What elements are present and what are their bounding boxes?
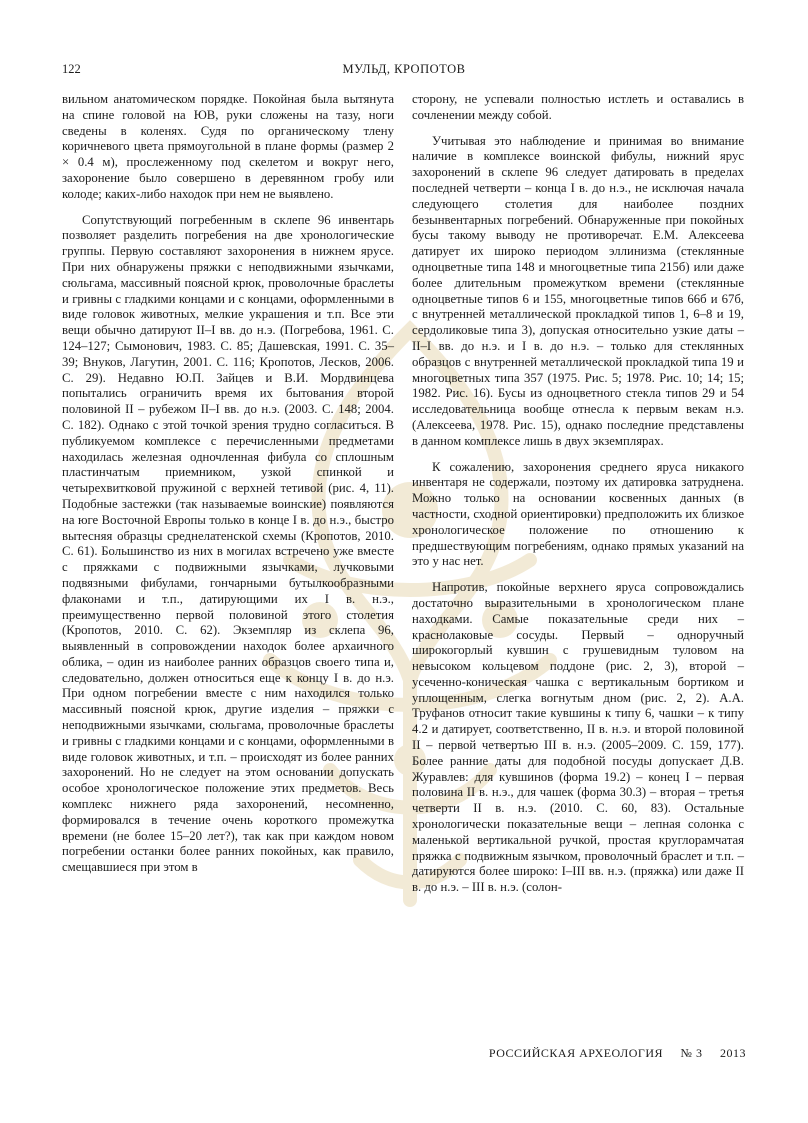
journal-name: РОССИЙСКАЯ АРХЕОЛОГИЯ	[488, 1046, 664, 1060]
page-footer	[475, 1046, 746, 1061]
paragraph: Напротив, покойные верхнего яруса сопровождались достаточно выразительными в хронологическом плане находками. Самые показательные среди них – краснолаковые сосуды. Первый – одноручный широкогорлый кувшин с грушевидным туловом на невысоком кольцевом поддоне (рис. 2, 3), второй – усеченно-коническая чашка с вертикальным бортиком и уплощенным, слегка вогнутым дном (рис. 2, 2). А.А. Труфанов относит такие кувшины к типу 6, чашки – к типу 4.2 и датирует, соответственно, II в. н.э. и второй половиной II – первой четвертью III в. н.э. (2005–2009. С. 159, 177). Более ранние даты для подобной посуды допускает Д.В. Журавлев: для кувшинов (форма 19.2) – конец I – первая половина II в. н.э., для чашек (форма 30.3) – вторая – третья четверти II в. н.э. (2010. С. 60, 83). Остальные хронологически показательные вещи – лепная солонка с маленькой вертикальной ручкой, простая круглорамчатая пряжка с подвижным язычком, проволочный браслет и т.п. – датируются более широко: I–III вв. н.э. (пряжка) или даже II в. до н.э. – III в. н.э. (солон-	[412, 580, 744, 895]
paragraph: Учитывая это наблюдение и принимая во внимание наличие в комплексе воинской фибулы, нижний ярус захоронений в склепе 96 следует датировать в пределах последней четверти – конца I в. до н.э., не исключая начала следующего столетия для наиболее поздних безынвентарных погребений. Обнаруженные при покойных бусы такому выводу не противоречат. Е.М. Алексеева датирует их широко периодом эллинизма (стеклянные одноцветные типа 148 и многоцветные типа 215б) или даже более длительным промежутком времени (стеклянные одноцветные типов 6 и 155, многоцветные типов 66б и 67б, с внутренней металлической прокладкой типов 1, 6–8 и 19, сердоликовые типа 3), допуская относительно узкие даты – II–I вв. до н.э. и I в. до н.э. – только для стеклянных образцов с внутренней металлической прокладкой типа 19 и многоцветных типа 357 (1975. Рис. 5; 1978. Рис. 10; 14; 15; 1982. Рис. 16). Бусы из одноцветного стекла типов 29 и 54 исследовательница вообще отнесла к первым векам н.э. (Алексеева, 1978. Рис. 15), однако последние представлены в данном комплексе лишь в двух экземплярах.	[412, 133, 744, 448]
paragraph: сторону, не успевали полностью истлеть и оставались в сочленении между собой.	[412, 92, 744, 122]
paragraph: вильном анатомическом порядке. Покойная была вытянута на спине головой на ЮВ, руки сложены на тазу, ноги сведены в коленях. Судя по органическому тлену коричневого цвета прямоугольной в плане формы (размер 2 × 0.4 м), прослеженному под скелетом и вокруг него, захоронение было совершено в деревянном гробу или колоде; каких-либо находок при нем не выявлено.	[62, 92, 394, 201]
paragraph: Сопутствующий погребенным в склепе 96 инвентарь позволяет разделить погребения на две хронологические группы. Первую составляют захоронения в нижнем ярусе. При них обнаружены пряжки с неподвижными язычками, сюльгама, массивный поясной крюк, проволочные браслеты и гривны с гладкими концами и с концами, оформленными в виде головок животных, мелкие украшения и т.п. Все эти вещи обычно датируют II–I вв. до н.э. (Погребова, 1961. С. 124–127; Сымонович, 1983. С. 85; Дашевская, 1991. С. 35–39; Внуков, Лагутин, 2001. С. 116; Кропотов, Лесков, 2006. С. 29). Недавно Ю.П. Зайцев и В.И. Мордвинцева попытались ограничить время их бытования второй половиной II – рубежом II–I вв. до н.э. (2003. С. 148; 2004. С. 182). Однако с этой точкой зрения трудно согласиться. В публикуемом комплексе с перечисленными предметами находилась железная одночленная фибула со сплошным пластинчатым приемником, узкой спинкой и четырехвитковой пружиной с верхней тетивой (рис. 4, 11). Подобные застежки (так называемые воинские) появляются на юге Восточной Европы только в конце I в. до н.э., быстро вытесняя образцы среднелатенской схемы (Кропотов, 2010. С. 61). Большинство из них в могилах встречено уже вместе с пряжками с подвижными язычками, лучковыми подвязными фибулами, гончарными бутылкообразными флаконами и т.п., датирующими их I в. н.э., преимущественно первой половиной этого столетия (Кропотов, 2010. С. 62). Экземпляр из склепа 96, выявленный в сопровождении находок более архаичного облика, – один из наиболее ранних образцов своего типа и, следовательно, должен относиться еще к концу I в. до н.э. При одном погребении вместе с ним находился только массивный поясной крюк, другие изделия – пряжки с неподвижными язычками, сюльгама, проволочные браслеты и гривны с гладкими концами и с концами, оформленными в виде головок животных, и т.п. – происходят из более ранних захоронений. Но не следует на этом основании допускать особое хронологическое положение этих предметов. Весь комплекс нижнего ряда захоронений, несомненно, формировался в течение очень короткого промежутка времени (не более 15–20 лет?), так как при каждом новом погребении останки более ранних покойных, как правило, смещавшиеся при этом в	[62, 212, 394, 875]
right-column	[412, 92, 744, 896]
paragraph: К сожалению, захоронения среднего яруса никакого инвентаря не содержали, поэтому их датировка затруднена. Можно только на основании косвенных данных (в частности, сходной ориентировки) предположить их близкое хронологическое положение по отношению к предшествующим погребениям, однако прямых указаний на это у нас нет.	[412, 459, 744, 569]
running-title: МУЛЬД, КРОПОТОВ	[342, 62, 466, 76]
publication-year: 2013	[720, 1046, 746, 1060]
page-header	[62, 62, 746, 82]
issue-number: № 3	[680, 1046, 703, 1060]
left-column	[62, 92, 394, 876]
page-number: 122	[62, 62, 81, 76]
